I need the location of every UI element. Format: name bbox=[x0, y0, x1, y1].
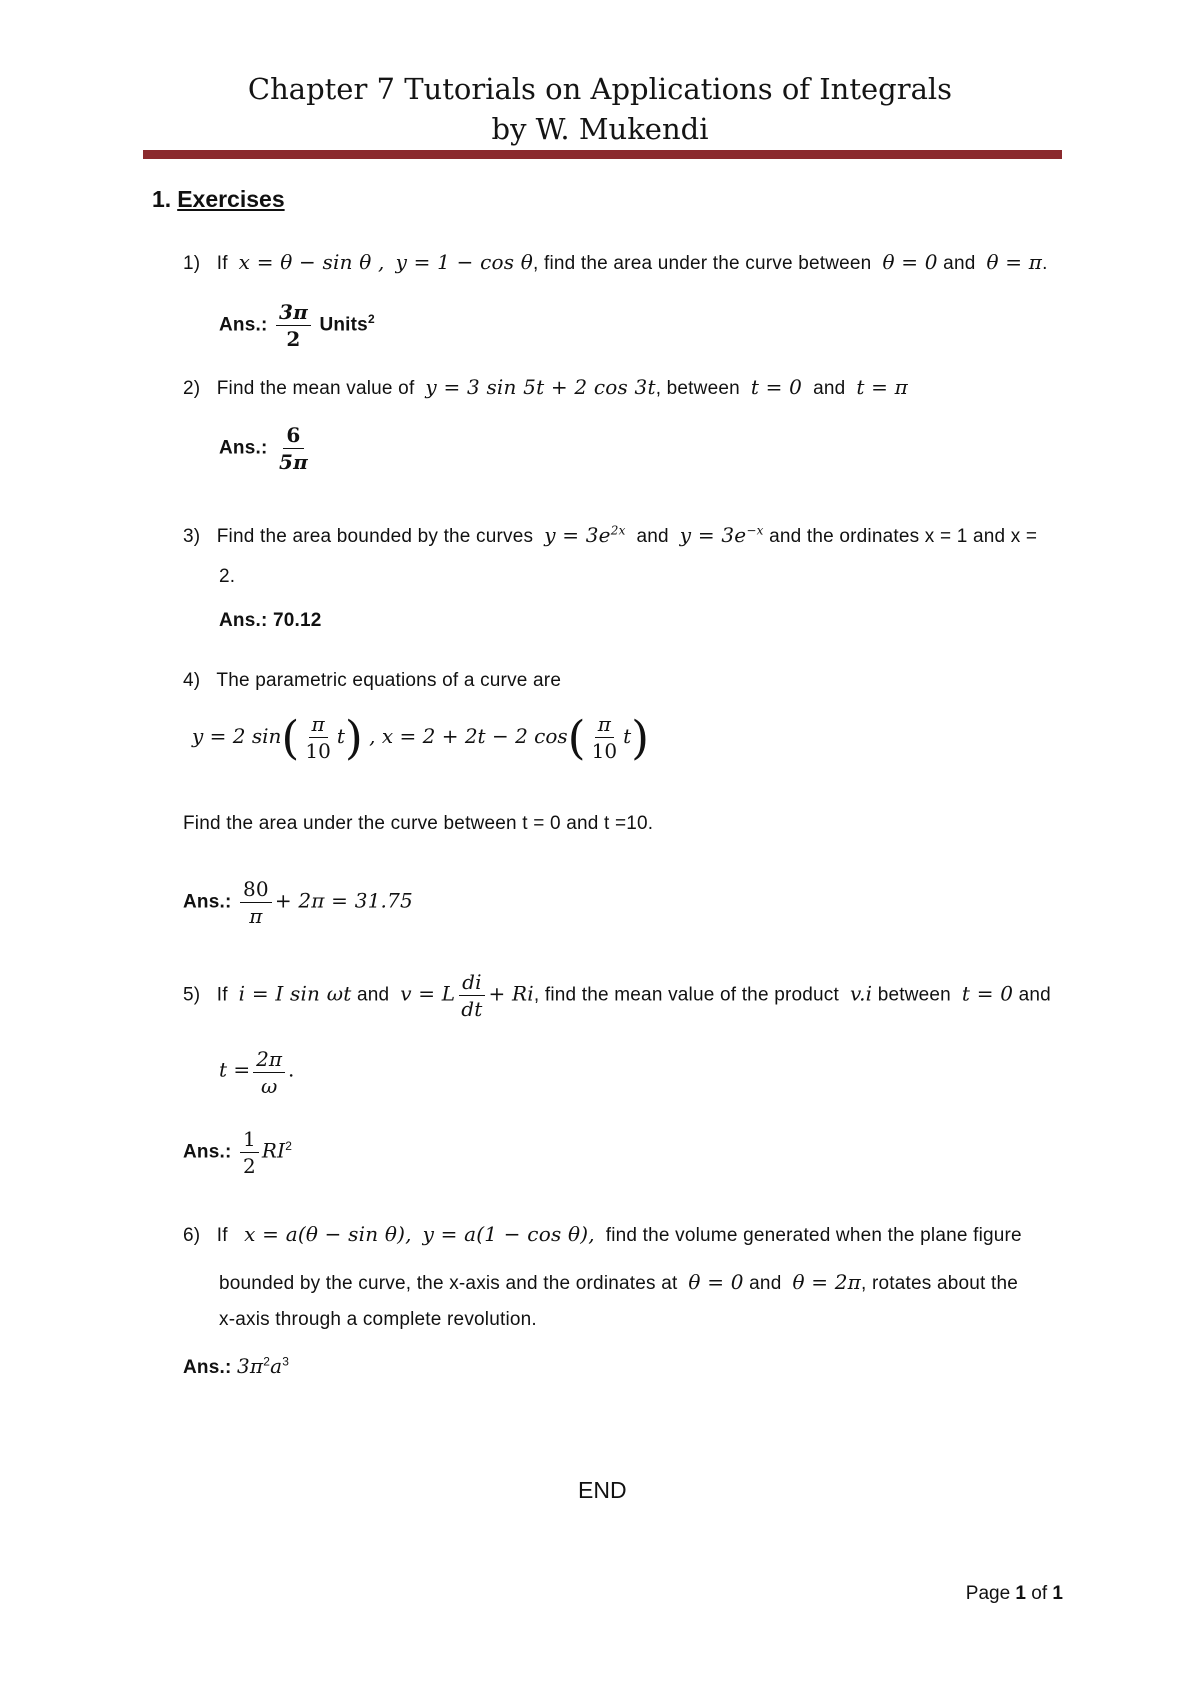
q6-expr-y: y = a(1 − cos θ), bbox=[422, 1222, 595, 1246]
q6-text-b: bounded by the curve, the x-axis and the ordinates at bbox=[219, 1273, 678, 1294]
q2-ans-label: Ans.: bbox=[219, 437, 268, 459]
q5-t-limit bbox=[219, 1047, 294, 1098]
q5-ans-sup: 2 bbox=[285, 1139, 293, 1154]
q5-and-end: and bbox=[1018, 984, 1051, 1006]
q3-expr2-sup: −x bbox=[746, 523, 764, 538]
header-rule bbox=[143, 150, 1062, 159]
q5-di: di bbox=[459, 970, 485, 996]
q6-text-c: , rotates about the bbox=[861, 1273, 1018, 1294]
q2-number: 2) bbox=[183, 378, 201, 399]
page-footer bbox=[966, 1583, 1063, 1605]
page-title: Chapter 7 Tutorials on Applications of Integrals bbox=[247, 72, 953, 106]
section-number: 1. bbox=[152, 186, 172, 212]
q6-limit-1: θ = 2π bbox=[792, 1270, 862, 1294]
q5-ans-rest: RI bbox=[261, 1138, 286, 1163]
q4-ans-rest: + 2π = 31.75 bbox=[274, 888, 413, 913]
q1-limit-0: θ = 0 bbox=[882, 250, 938, 274]
q5-t0: t = 0 bbox=[961, 981, 1014, 1006]
q4-left-paren-2: ( bbox=[567, 710, 586, 765]
q6-ans-sup1: 2 bbox=[263, 1354, 271, 1369]
q6-line-2 bbox=[219, 1270, 1018, 1295]
q1-dot: . bbox=[1042, 253, 1048, 274]
q5-text-b: between bbox=[877, 984, 951, 1006]
q4-y-frac-num: π bbox=[309, 712, 328, 738]
section-heading bbox=[152, 186, 285, 213]
q2-ans-num: 6 bbox=[283, 423, 303, 449]
q5-ans-num: 1 bbox=[240, 1127, 259, 1153]
q4-line bbox=[183, 670, 561, 692]
q1-expr-y: y = 1 − cos θ bbox=[395, 250, 534, 274]
page-author: by W. Mukendi bbox=[491, 112, 709, 146]
q3-expr2-base: y = 3e bbox=[679, 523, 747, 547]
q1-number: 1) bbox=[183, 253, 201, 274]
q4-x-frac-den: 10 bbox=[591, 739, 618, 763]
q3-expr1-base: y = 3e bbox=[544, 523, 611, 547]
q1-expr-x: x = θ − sin θ , bbox=[238, 250, 385, 274]
q1-ans-unit: Units bbox=[319, 314, 368, 336]
q5-vi: v.i bbox=[849, 981, 873, 1006]
q1-and: and bbox=[943, 253, 976, 274]
q4-number: 4) bbox=[183, 670, 201, 691]
q1-ans-unit-sup: 2 bbox=[367, 312, 375, 327]
q2-and: and bbox=[813, 378, 846, 399]
q5-t-fraction bbox=[253, 1047, 285, 1098]
q4-ans-den: π bbox=[249, 904, 263, 928]
q1-ans-label: Ans.: bbox=[219, 314, 268, 336]
q6-ans-label: Ans.: bbox=[183, 1357, 232, 1378]
q1-line bbox=[183, 250, 1048, 275]
q6-ans-sup2: 3 bbox=[282, 1354, 290, 1369]
q2-answer bbox=[219, 423, 314, 474]
q4-y-fraction bbox=[302, 712, 333, 763]
q6-line bbox=[183, 1222, 1022, 1247]
q3-line bbox=[183, 523, 1037, 548]
q6-expr-x: x = a(θ − sin θ), bbox=[244, 1222, 412, 1246]
q4-ans-fraction bbox=[240, 877, 272, 928]
q2-ans-fraction bbox=[276, 423, 311, 474]
q4-text-a: The parametric equations of a curve are bbox=[216, 670, 562, 691]
q5-and: and bbox=[356, 984, 390, 1006]
footer-page-label: Page bbox=[965, 1583, 1011, 1604]
q4-ans-num: 80 bbox=[240, 877, 272, 903]
q6-limit-0: θ = 0 bbox=[688, 1270, 744, 1294]
q6-ans-a: a bbox=[270, 1354, 283, 1378]
q5-line bbox=[183, 970, 1051, 1021]
q4-ans-label: Ans.: bbox=[183, 891, 232, 913]
section-title: Exercises bbox=[177, 186, 285, 212]
q5-number: 5) bbox=[183, 984, 201, 1006]
q1-ans-fraction bbox=[276, 300, 311, 351]
q5-t-lhs: t = bbox=[219, 1057, 251, 1082]
q4-x-t: t bbox=[623, 724, 632, 748]
q5-t-den: ω bbox=[260, 1074, 278, 1098]
q2-text-a: Find the mean value of bbox=[216, 378, 415, 399]
q4-text-b: Find the area under the curve between t = 0 and t =10. bbox=[183, 813, 654, 834]
q2-line bbox=[183, 375, 908, 400]
q5-ans-fraction bbox=[240, 1127, 259, 1178]
q1-limit-1: θ = π bbox=[986, 250, 1043, 274]
q4-y-lhs: y = 2 sin bbox=[192, 724, 282, 748]
q3-text-a: Find the area bounded by the curves bbox=[216, 526, 534, 547]
q4-x-fraction bbox=[589, 712, 620, 763]
q6-and: and bbox=[749, 1273, 782, 1294]
q6-ans-base: 3π bbox=[236, 1354, 264, 1378]
q2-t0: t = 0 bbox=[750, 375, 803, 399]
q3-text-b: and the ordinates x = 1 and x = bbox=[769, 526, 1038, 547]
q2-ans-den: 5π bbox=[278, 450, 308, 474]
q4-right-paren-2: ) bbox=[631, 710, 650, 765]
q2-expr: y = 3 sin 5t + 2 cos 3t bbox=[425, 375, 656, 399]
q6-number: 6) bbox=[183, 1225, 201, 1246]
q3-expr1 bbox=[544, 523, 625, 547]
q5-text-a: , find the mean value of the product bbox=[533, 984, 839, 1006]
q4-answer bbox=[183, 877, 413, 928]
q2-t1: t = π bbox=[856, 375, 908, 399]
q3-expr2 bbox=[680, 523, 764, 547]
end-marker: END bbox=[578, 1477, 627, 1503]
footer-of: of bbox=[1031, 1583, 1048, 1604]
q4-left-paren: ( bbox=[281, 710, 300, 765]
q1-text: , find the area under the curve between bbox=[533, 253, 872, 274]
q5-v-rest: + Ri bbox=[488, 981, 534, 1006]
q1-ans-den: 2 bbox=[286, 327, 301, 351]
footer-current-page: 1 bbox=[1015, 1583, 1026, 1604]
q5-answer bbox=[183, 1127, 292, 1178]
q5-if: If bbox=[216, 984, 228, 1006]
q5-ans-label: Ans.: bbox=[183, 1141, 232, 1163]
q5-ans-den: 2 bbox=[242, 1154, 256, 1178]
q3-text-c: 2. bbox=[219, 566, 236, 587]
q3-number: 3) bbox=[183, 526, 201, 547]
q3-answer: Ans.: 70.12 bbox=[219, 610, 322, 631]
q5-derivative bbox=[458, 970, 485, 1021]
q5-v-lhs: v = L bbox=[400, 981, 456, 1006]
q4-x-lhs: , x = 2 + 2t − 2 cos bbox=[369, 724, 568, 748]
q5-t-num: 2π bbox=[253, 1047, 285, 1073]
q1-answer bbox=[219, 300, 375, 351]
q6-text-d: x-axis through a complete revolution. bbox=[219, 1309, 537, 1330]
q4-equations bbox=[192, 712, 649, 763]
q4-right-paren: ) bbox=[344, 710, 363, 765]
q1-ans-num: 3π bbox=[276, 300, 311, 326]
q1-if: If bbox=[216, 253, 228, 274]
footer-total-pages: 1 bbox=[1052, 1583, 1063, 1604]
q3-expr1-sup: 2x bbox=[610, 523, 626, 538]
q4-y-frac-den: 10 bbox=[305, 739, 331, 763]
q4-x-frac-num: π bbox=[595, 712, 614, 738]
q4-y-t: t bbox=[336, 724, 345, 748]
q6-answer bbox=[183, 1354, 289, 1379]
q6-text-a: find the volume generated when the plane figure bbox=[605, 1225, 1022, 1246]
q5-dt: dt bbox=[461, 997, 483, 1021]
q2-text-b: , between bbox=[655, 378, 740, 399]
q6-if: If bbox=[216, 1225, 228, 1246]
q5-t-dot: . bbox=[288, 1057, 295, 1082]
q3-and: and bbox=[636, 526, 669, 547]
q5-expr-i: i = I sin ωt bbox=[238, 981, 352, 1006]
